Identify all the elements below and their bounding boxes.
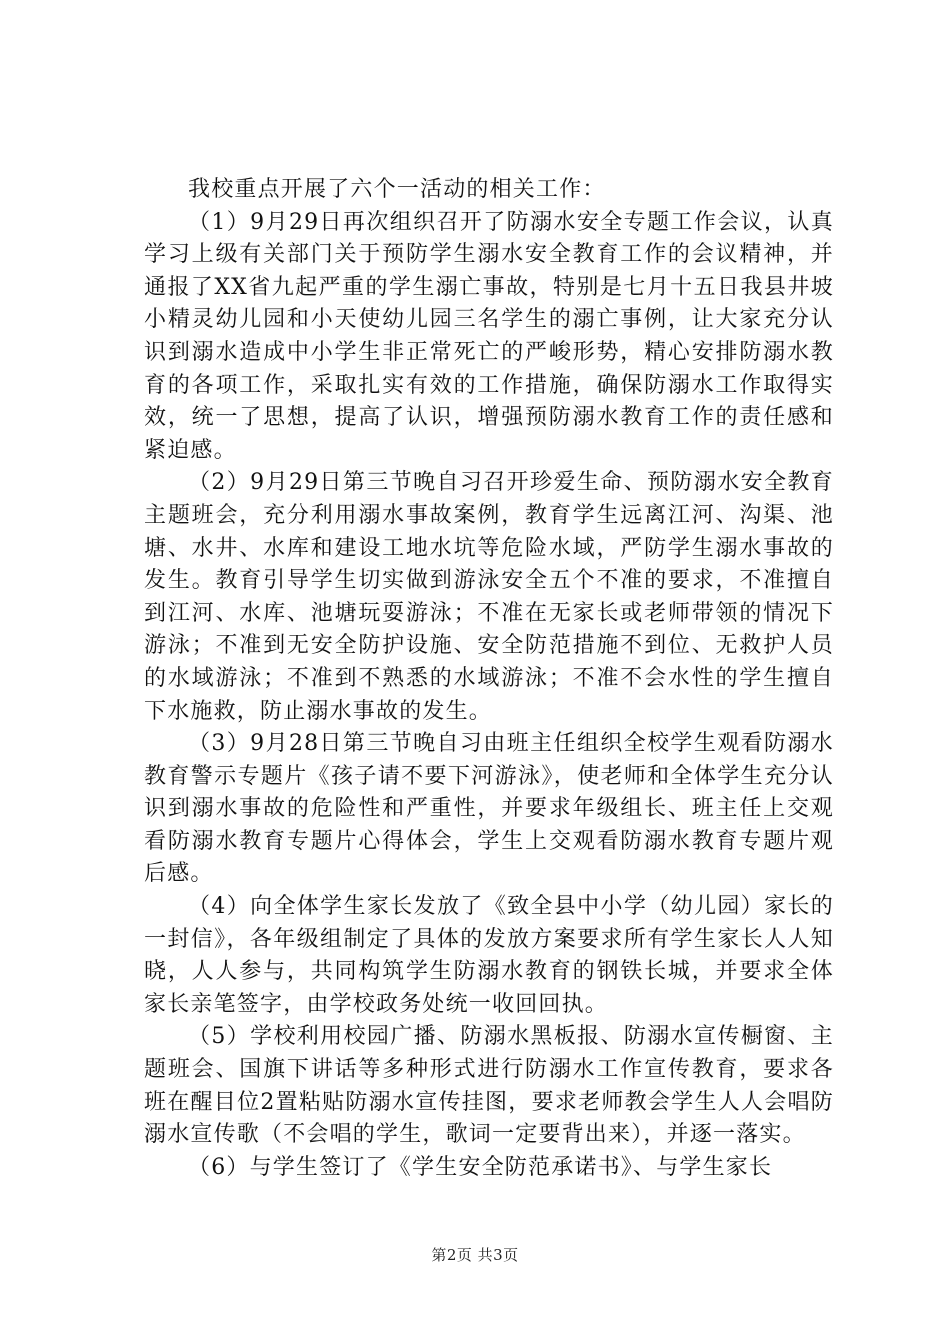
- paragraph-item-4: （4）向全体学生家长发放了《致全县中小学（幼儿园）家长的一封信》，各年级组制定了具体的发放方案要求所有学生家长人人知晓，人人参与，共同构筑学生防溺水教育的钢铁长城，并要求全体家长亲笔签字，由学校政务处统一收回回执。: [144, 894, 834, 1017]
- paragraph-item-2: （2）9月29日第三节晚自习召开珍爱生命、预防溺水安全教育主题班会，充分利用溺水事故案例，教育学生远离江河、沟渠、池塘、水井、水库和建设工地水坑等危险水域，严防学生溺水事故的发生。教育引导学生切实做到游泳安全五个不准的要求，不准擅自到江河、水库、池塘玩耍游泳；不准在无家长或老师带领的情况下游泳；不准到无安全防护设施、安全防范措施不到位、无救护人员的水域游泳；不准到不熟悉的水域游泳；不准不会水性的学生擅自下水施救，防止溺水事故的发生。: [144, 470, 834, 724]
- paragraph-item-1: （1）9月29日再次组织召开了防溺水安全专题工作会议，认真学习上级有关部门关于预防学生溺水安全教育工作的会议精神，并通报了XX省九起严重的学生溺亡事故，特别是七月十五日我县井坡小精灵幼儿园和小天使幼儿园三名学生的溺亡事例，让大家充分认识到溺水造成中小学生非正常死亡的严峻形势，精心安排防溺水教育的各项工作，采取扎实有效的工作措施，确保防溺水工作取得实效，统一了思想，提高了认识，增强预防溺水教育工作的责任感和紧迫感。: [144, 209, 834, 463]
- page-footer: 第2页 共3页: [431, 1246, 519, 1264]
- document-body: [144, 174, 834, 1184]
- intro-paragraph: 我校重点开展了六个一活动的相关工作：: [188, 177, 606, 202]
- paragraph-item-5: （5）学校利用校园广播、防溺水黑板报、防溺水宣传橱窗、主题班会、国旗下讲话等多种形式进行防溺水工作宣传教育，要求各班在醒目位2置粘贴防溺水宣传挂图，要求老师教会学生人人会唱防溺水宣传歌（不会唱的学生，歌词一定要背出来），并逐一落实。: [144, 1024, 834, 1148]
- paragraph-item-6: （6）与学生签订了《学生安全防范承诺书》、与学生家长: [188, 1154, 773, 1180]
- paragraph-item-3: （3）9月28日第三节晚自习由班主任组织全校学生观看防溺水教育警示专题片《孩子请不要下河游泳》，使老师和全体学生充分认识到溺水事故的危险性和严重性，并要求年级组长、班主任上交观看防溺水教育专题片心得体会，学生上交观看防溺水教育专题片观后感。: [144, 731, 834, 887]
